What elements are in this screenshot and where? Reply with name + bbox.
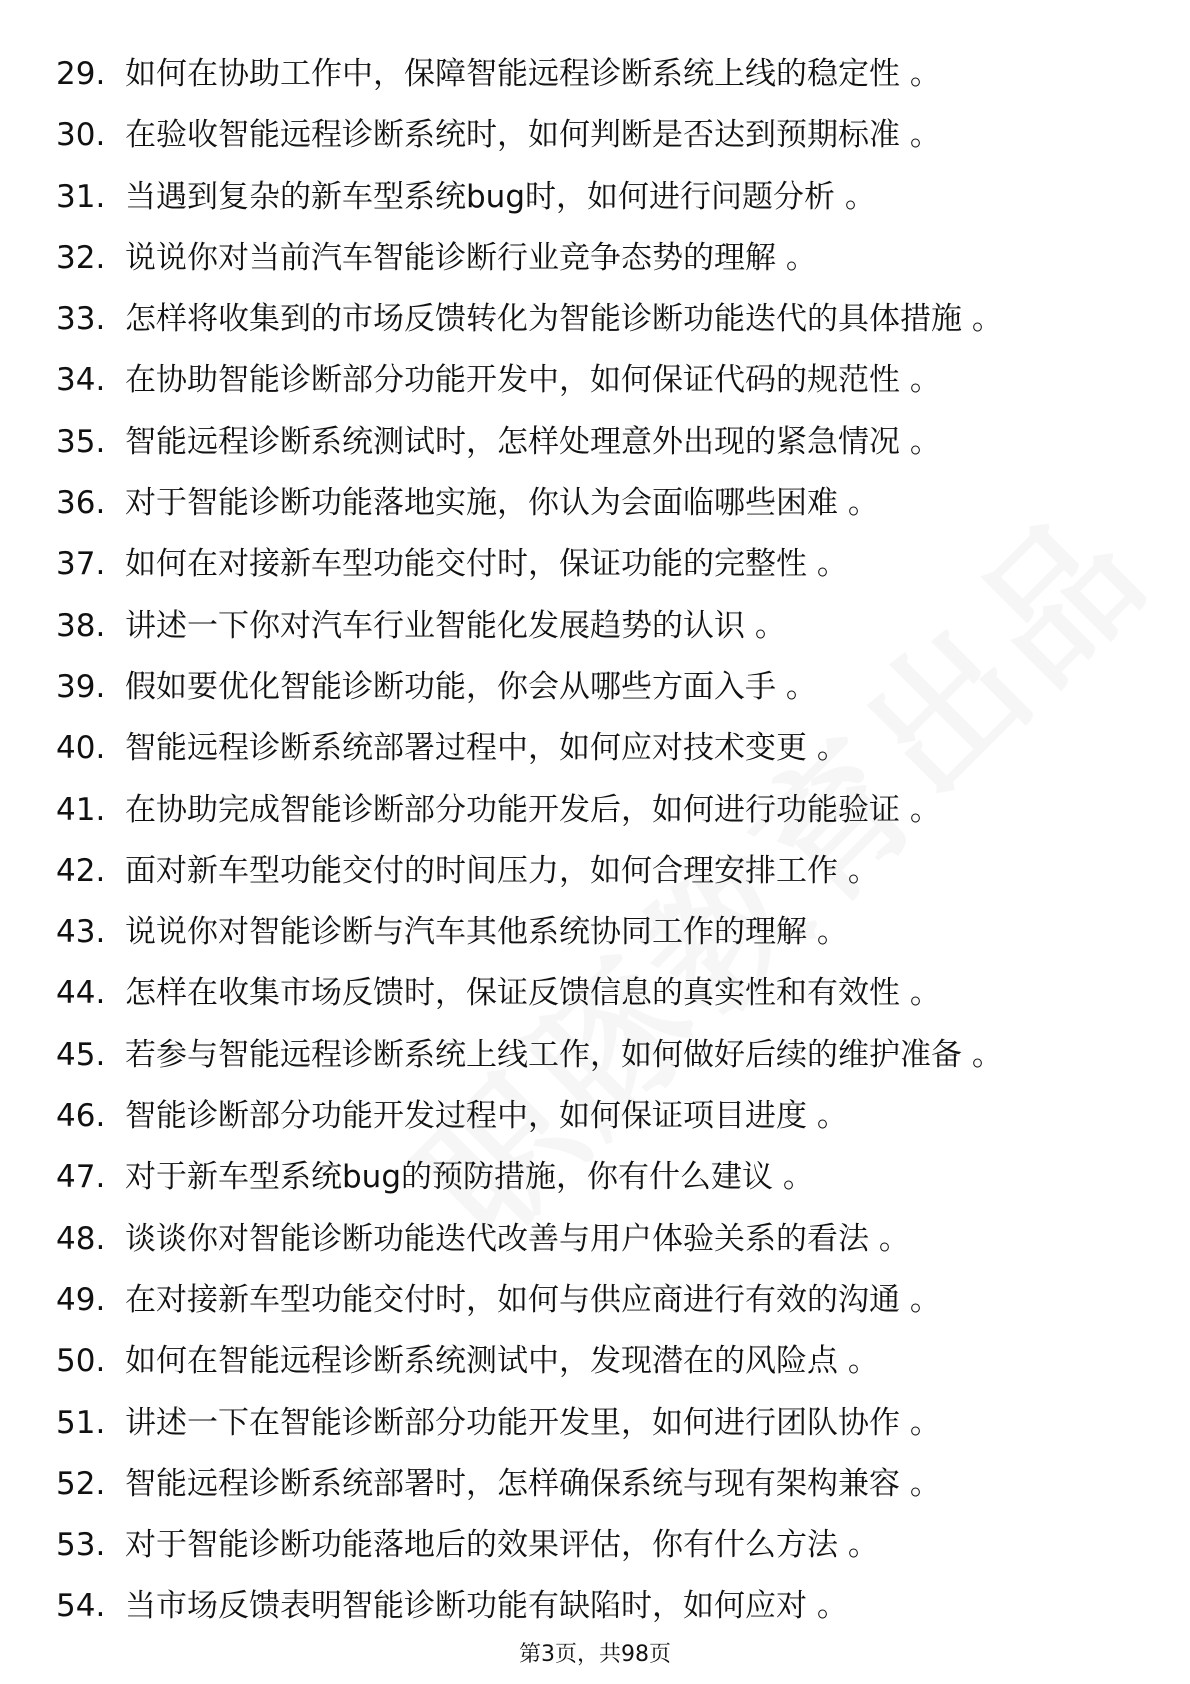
question-item [0,1331,1190,1392]
question-item [0,963,1190,1024]
question-text: 智能远程诊断系统部署时，怎样确保系统与现有架构兼容 。 [125,1465,941,1502]
question-item [0,780,1190,841]
question-number: 29. [56,56,106,92]
question-number: 47. [56,1159,106,1196]
question-text: 当遇到复杂的新车型系统bug时，如何进行问题分析 。 [125,178,876,215]
question-item [0,473,1190,534]
question-item [0,44,1190,105]
question-number: 53. [56,1527,106,1564]
question-item [0,657,1190,718]
question-text: 在验收智能远程诊断系统时，如何判断是否达到预期标准 。 [125,117,941,154]
question-text: 谈谈你对智能诊断功能迭代改善与用户体验关系的看法 。 [125,1220,910,1257]
question-number: 41. [56,791,106,828]
question-item [0,1454,1190,1515]
question-list [0,44,1190,1638]
question-number: 32. [56,239,106,276]
question-text: 讲述一下在智能诊断部分功能开发里，如何进行团队协作 。 [125,1404,941,1441]
question-item [0,1270,1190,1331]
question-item [0,596,1190,657]
question-number: 54. [56,1588,106,1625]
question-text: 智能远程诊断系统测试时，怎样处理意外出现的紧急情况 。 [125,423,941,460]
question-text: 假如要优化智能诊断功能，你会从哪些方面入手 。 [125,668,817,705]
question-number: 52. [56,1465,106,1502]
question-number: 31. [56,178,106,215]
question-item [0,1209,1190,1270]
question-item [0,1086,1190,1147]
question-text: 怎样将收集到的市场反馈转化为智能诊断功能迭代的具体措施 。 [125,301,1003,338]
question-item [0,412,1190,473]
question-item [0,1025,1190,1086]
question-number: 51. [56,1404,106,1441]
question-text: 面对新车型功能交付的时间压力，如何合理安排工作 。 [125,852,879,889]
question-text: 当市场反馈表明智能诊断功能有缺陷时，如何应对 。 [125,1588,848,1625]
question-text: 在协助完成智能诊断部分功能开发后，如何进行功能验证 。 [125,791,941,828]
question-item [0,1515,1190,1576]
question-item [0,841,1190,902]
question-text: 如何在智能远程诊断系统测试中，发现潜在的风险点 。 [125,1343,879,1380]
question-text: 在协助智能诊断部分功能开发中，如何保证代码的规范性 。 [125,362,941,399]
question-number: 40. [56,730,106,767]
question-text: 智能诊断部分功能开发过程中，如何保证项目进度 。 [125,1098,848,1135]
question-number: 48. [56,1220,106,1257]
question-number: 46. [56,1098,106,1135]
question-text: 讲述一下你对汽车行业智能化发展趋势的认识 。 [125,607,786,644]
question-number: 38. [56,607,106,644]
question-item [0,228,1190,289]
question-text: 对于智能诊断功能落地实施，你认为会面临哪些困难 。 [125,485,879,522]
question-text: 怎样在收集市场反馈时，保证反馈信息的真实性和有效性 。 [125,975,941,1012]
page-footer [0,1640,1190,1670]
question-item [0,902,1190,963]
question-item [0,1147,1190,1208]
question-item [0,289,1190,350]
question-text: 智能远程诊断系统部署过程中，如何应对技术变更 。 [125,730,848,767]
question-item [0,1576,1190,1637]
question-text: 若参与智能远程诊断系统上线工作，如何做好后续的维护准备 。 [125,1036,1003,1073]
question-text: 在对接新车型功能交付时，如何与供应商进行有效的沟通 。 [125,1281,941,1318]
question-text: 说说你对智能诊断与汽车其他系统协同工作的理解 。 [125,914,848,951]
question-number: 35. [56,423,106,460]
question-number: 37. [56,546,106,583]
question-number: 43. [56,914,106,951]
question-item [0,1393,1190,1454]
page-number-label: 第3页，共98页 [519,1642,671,1667]
question-item [0,350,1190,411]
question-text: 如何在协助工作中，保障智能远程诊断系统上线的稳定性 。 [125,56,941,92]
question-text: 如何在对接新车型功能交付时，保证功能的完整性 。 [125,546,848,583]
question-text: 对于新车型系统bug的预防措施，你有什么建议 。 [125,1159,814,1196]
question-number: 30. [56,117,106,154]
question-item [0,167,1190,228]
question-number: 36. [56,485,106,522]
question-item [0,105,1190,166]
question-text: 说说你对当前汽车智能诊断行业竞争态势的理解 。 [125,239,817,276]
question-number: 33. [56,301,106,338]
question-number: 42. [56,852,106,889]
question-number: 45. [56,1036,106,1073]
question-item [0,534,1190,595]
question-number: 34. [56,362,106,399]
question-item [0,718,1190,779]
question-number: 39. [56,668,106,705]
question-text: 对于智能诊断功能落地后的效果评估，你有什么方法 。 [125,1527,879,1564]
question-number: 44. [56,975,106,1012]
question-number: 49. [56,1281,106,1318]
question-number: 50. [56,1343,106,1380]
